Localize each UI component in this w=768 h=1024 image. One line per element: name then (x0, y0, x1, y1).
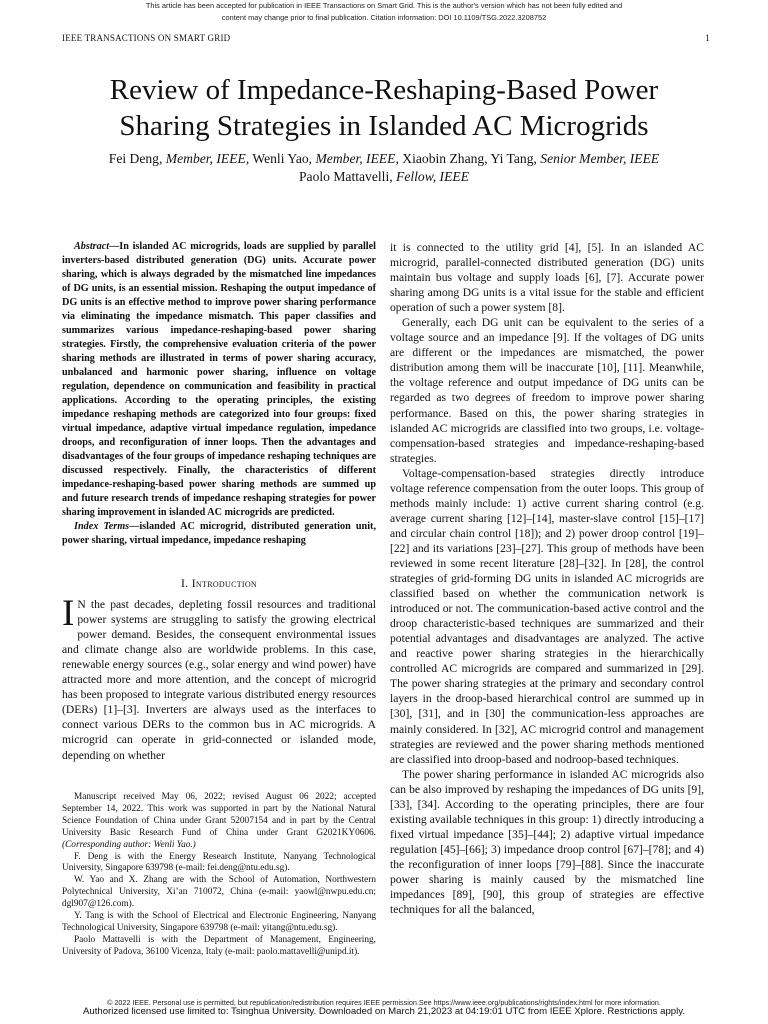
section-title: Introduction (191, 576, 258, 590)
body-paragraph: Generally, each DG unit can be equivalent to the series of a voltage source and an impedance [9]. If the voltages of DG units are different or the impedances are mismatched, the power distribution among them will be inaccurate [10], [11]. Meanwhile, the voltage reference and output impedance of DG units can be regarded as two degrees of freedom to improve power sharing performance. Based on this, the power sharing strategies in islanded AC microgrids are classified into two groups, i.e. voltage-compensation-based strategies and impedance-reshaping-based strategies. (390, 316, 704, 465)
paper-title-line-1: Review of Impedance-Reshaping-Based Power (109, 74, 659, 106)
paper-title-line-2: Sharing Strategies in Islanded AC Microgrids (119, 110, 649, 142)
footnote-affiliation: Paolo Mattavelli is with the Department of Management, Engineering, University of Padova, 36100 Vicenza, Italy (e-mail: paolo.mattavelli@unipd.it). (62, 934, 376, 957)
left-column (62, 240, 376, 763)
section-numeral: I. (180, 576, 192, 590)
intro-paragraph-text: N the past decades, depleting fossil resources and traditional power systems are struggling to satisfy the growing electrical power demand. Besides, the consequent environmental issues and climate change also are worldwide problems. In this case, renewable energy sources (e.g., solar energy and wind power) have attracted more and more attention, and the concept of microgrid has been proposed to integrate various distributed energy resources (DERs) [1]–[3]. Inverters are always used as the interfaces to connect various DERs to the common bus in AC microgrids. A microgrid can operate in grid-connected or islanded mode, depending on whether (62, 598, 376, 762)
journal-name: IEEE TRANSACTIONS ON SMART GRID (62, 33, 231, 43)
author-role: Senior Member, IEEE (540, 151, 660, 166)
acceptance-notice (0, 0, 768, 24)
author-role: Member, IEEE (165, 151, 246, 166)
author-role: Member, IEEE (315, 151, 396, 166)
page-number: 1 (705, 33, 710, 43)
abstract (62, 240, 376, 520)
acceptance-notice-line-1: This article has been accepted for publication in IEEE Transactions on Smart Grid. This is the author's version which has not been fully edited and (145, 1, 623, 10)
index-terms-lead: Index Terms (74, 521, 130, 532)
intro-paragraph (62, 593, 376, 763)
footnote-manuscript (62, 792, 376, 852)
body-paragraph: The power sharing performance in islanded AC microgrids also can be also improved by reshaping the impedances of DG units [9], [33], [34]. According to the operating principles, there are four existing available techniques in this group: 1) directly introducing a fixed virtual impedance [35]–[44]; 2) adaptive virtual impedance regulation [45]–[66]; 3) impedance droop control [67]–[78]; and 4) the reconfiguration of inner loops [79]–[88]. Since the inaccurate power sharing is mainly caused by the mismatched line impedances [89], [90], this group of strategies are effective techniques for all the balanced, (390, 767, 704, 917)
abstract-lead: Abstract (74, 241, 110, 252)
author-role: Fellow, IEEE (396, 169, 469, 184)
footnote-affiliation: F. Deng is with the Energy Research Institute, Nanyang Technological University, Singapore 639798 (e-mail: fei.deng@ntu.edu.sg). (62, 851, 376, 874)
index-terms-text: —islanded AC microgrid, distributed generation unit, power sharing, virtual impedance, impedance reshaping (62, 521, 376, 546)
drop-cap: I (62, 593, 75, 635)
body-paragraph: Voltage-compensation-based strategies directly introduce voltage reference compensation from the outer loops. This group of methods mainly include: 1) active current sharing control (e.g. average current sharing [12]–[14], master-slave control [15]–[17] and circular chain control [18]); and 2) power droop control [19]–[22] and its variations [23]–[27]. This group of methods have been reviewed in some recent literature [28]–[32]. In [28], the control strategies of grid-forming DG units in islanded AC microgrids are classified based on whether the communication network is introduced or not. The communication-based active control and the droop characteristic-based techniques are summarized and their potential advantages and disadvantages are analyzed. The active and reactive power sharing strategies in the hierarchically controlled AC microgrids are compared and summarized in [29]. The power sharing strategies at the primary and secondary control layers in the droop-based hierarchical control are summed up in [30], [31], and in [30] the communication-less approaches are mainly considered. In [32], AC microgrid control and management strategies are reviewed and the power sharing methods mentioned are classified into droop-based and nodroop-based techniques. (390, 466, 704, 766)
author-name: Fei Deng, (108, 151, 166, 166)
author-name: , Wenli Yao, (245, 151, 316, 166)
corresponding-author: (Corresponding author: Wenli Yao.) (62, 839, 196, 850)
footnotes (62, 792, 376, 959)
footnote-affiliation: W. Yao and X. Zhang are with the School of Automation, Northwestern Polytechnical University, Xi’an 710072, China (e-mail: yaowl@nwpu.edu.cn; dgl907@126.com). (62, 875, 376, 910)
abstract-text: —In islanded AC microgrids, loads are supplied by parallel inverters-based distributed generation (DG) units. Accurate power sharing, which is always degraded by the mismatched line impedances of DG units, is an essential mission. Reshaping the output impedance of DG units is an effective method to improve power sharing performance via eliminating the impedance mismatch. This paper classifies and summarizes various impedance-reshaping-based power sharing strategies. Firstly, the comprehensive evaluation criteria of the power sharing methods are illustrated in terms of power sharing accuracy, unbalanced and harmonic power sharing, influence on voltage regulation, dependence on communication and feasibility in practical applications. According to the operating principles, the existing impedance reshaping methods are categorized into four groups: fixed virtual impedance, adaptive virtual impedance regulation, impedance droops, and reconfiguration of inner loops. Then the advantages and disadvantages of the four groups of impedance reshaping techniques are discussed respectively. Finally, the characteristics of different impedance-reshaping-based power sharing methods are summed up and future research trends of impedance reshaping strategies for power sharing improvement in islanded AC microgrids are predicted. (62, 241, 376, 518)
author-name: Paolo Mattavelli, (298, 169, 397, 184)
copyright-notice: © 2022 IEEE. Personal use is permitted, but republication/redistribution requires IEEE permission.See https://www.ieee.org/publications/rights/index.html for more information. (107, 998, 661, 1007)
body-paragraph: it is connected to the utility grid [4], [5]. In an islanded AC microgrid, parallel-connected distributed generation (DG) units maintain bus voltage and supply loads [6], [7]. Accurate power sharing among DG units is a vital issue for the stable and efficient operation of such a power system [8]. (390, 241, 704, 315)
index-terms (62, 520, 376, 548)
paper-title (40, 72, 728, 144)
right-column (390, 240, 704, 917)
license-notice: Authorized licensed use limited to: Tsinghua University. Downloaded on March 21,2023 at 04:19:01 UTC from IEEE Xplore. Restrictions apply. (82, 1006, 686, 1017)
acceptance-notice-line-2: content may change prior to final publication. Citation information: DOI 10.1109/TSG.2022.3208752 (221, 13, 547, 22)
section-heading-introduction (62, 576, 376, 591)
footnote-affiliation: Y. Tang is with the School of Electrical and Electronic Engineering, Nanyang Technological University, Singapore 639798 (e-mail: yitang@ntu.edu.sg). (62, 911, 376, 933)
author-list (40, 150, 728, 186)
author-name: , Xiaobin Zhang, Yi Tang, (395, 151, 541, 166)
footnote-manuscript-text: Manuscript received May 06, 2022; revised August 06 2022; accepted September 14, 2022. This work was supported in part by the National Natural Science Foundation of China under Grant 52007154 and in part by the Central University Basic Research Fund of China under Grant G2021KY0606. (62, 792, 376, 838)
